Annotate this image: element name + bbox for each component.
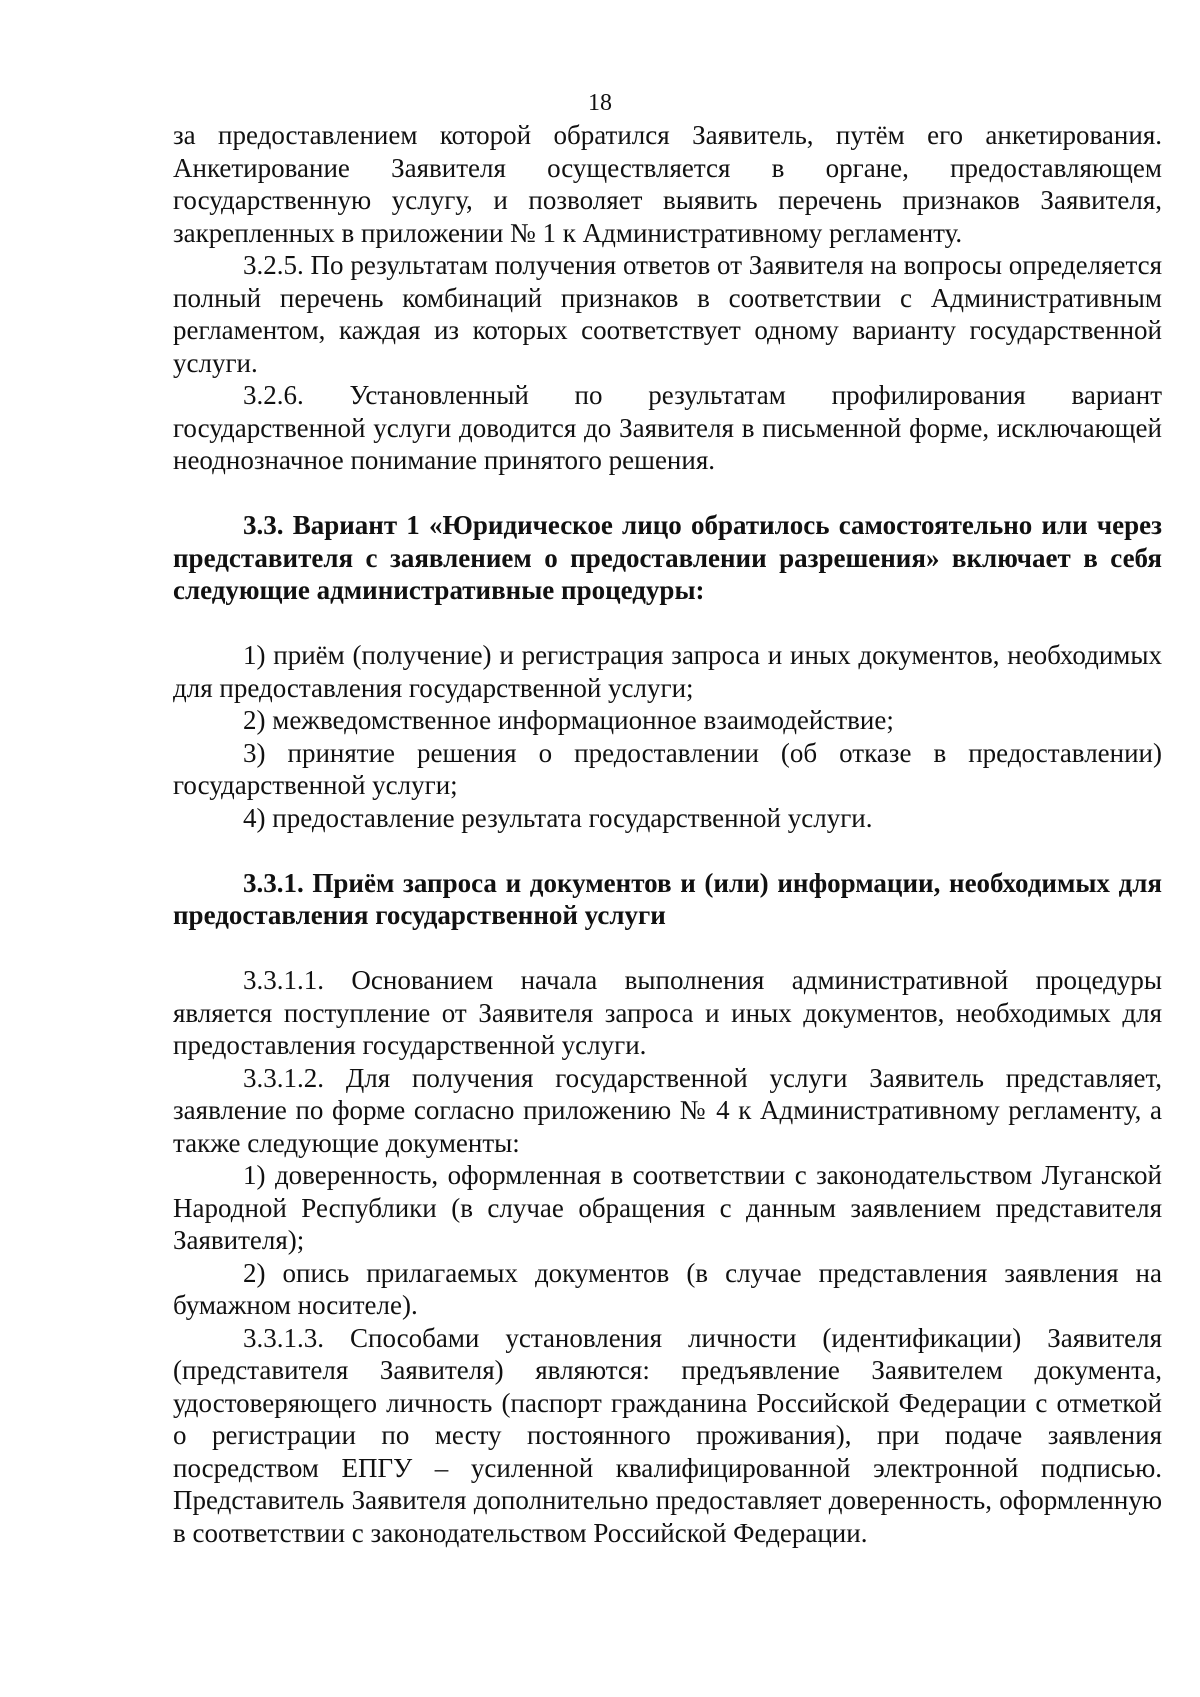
list-item-4: 4) предоставление результата государственной услуги. — [243, 802, 873, 833]
heading-3-3: 3.3. Вариант 1 «Юридическое лицо обратилось самостоятельно или через представителя с заявлением о предоставлении разрешения» включает в себя следующие административные процедуры: — [173, 510, 1162, 605]
list-item-1: 1) приём (получение) и регистрация запроса и иных документов, необходимых для предоставления государственной услуги; — [173, 640, 1162, 703]
paragraph-3-3-1-3: 3.3.1.3. Способами установления личности (идентификации) Заявителя (представителя Заявителя) являются: предъявление Заявителем документа, удостоверяющего личность (паспорт гражданина Российской Федерации с отметкой о регистрации по месту постоянного проживания), при подаче заявления посредством ЕПГУ – усиленной квалифицированной электронной подписью. Представитель Заявителя дополнительно предоставляет доверенность, оформленную в соответствии с законодательством Российской Федерации. — [173, 1322, 1162, 1548]
page-number: 18 — [588, 90, 612, 116]
paragraph-applicant-survey: за предоставлением которой обратился Заявитель, путём его анкетирования. Анкетирование Заявителя осуществляется в органе, предоставляющем государственную услугу, и позволяет выявить перечень признаков Заявителя, закрепленных в приложении № 1 к Административному регламенту. — [173, 120, 1162, 248]
paragraph-document-inventory: 2) опись прилагаемых документов (в случае представления заявления на бумажном носителе). — [173, 1257, 1162, 1320]
document-body — [173, 119, 1162, 1549]
paragraph-3-2-6: 3.2.6. Установленный по результатам профилирования вариант государственной услуги доводится до Заявителя в письменной форме, исключающей неоднозначное понимание принятого решения. — [173, 380, 1162, 475]
paragraph-3-3-1-2: 3.3.1.2. Для получения государственной услуги Заявитель представляет, заявление по форме согласно приложению № 4 к Административному регламенту, а также следующие документы: — [173, 1062, 1162, 1158]
paragraph-power-of-attorney: 1) доверенность, оформленная в соответствии с законодательством Луганской Народной Республики (в случае обращения с данным заявлением представителя Заявителя); — [173, 1160, 1162, 1255]
paragraph-3-2-5: 3.2.5. По результатам получения ответов от Заявителя на вопросы определяется полный перечень комбинаций признаков в соответствии с Административным регламентом, каждая из которых соответствует одному варианту государственной услуги. — [173, 250, 1162, 378]
paragraph-3-3-1-1: 3.3.1.1. Основанием начала выполнения административной процедуры является поступление от Заявителя запроса и иных документов, необходимых для предоставления государственной услуги. — [173, 965, 1162, 1060]
list-item-2: 2) межведомственное информационное взаимодействие; — [243, 705, 894, 735]
list-item-3: 3) принятие решения о предоставлении (об отказе в предоставлении) государственной услуги; — [173, 737, 1162, 800]
heading-3-3-1: 3.3.1. Приём запроса и документов и (или) информации, необходимых для предоставления государственной услуги — [173, 867, 1162, 930]
